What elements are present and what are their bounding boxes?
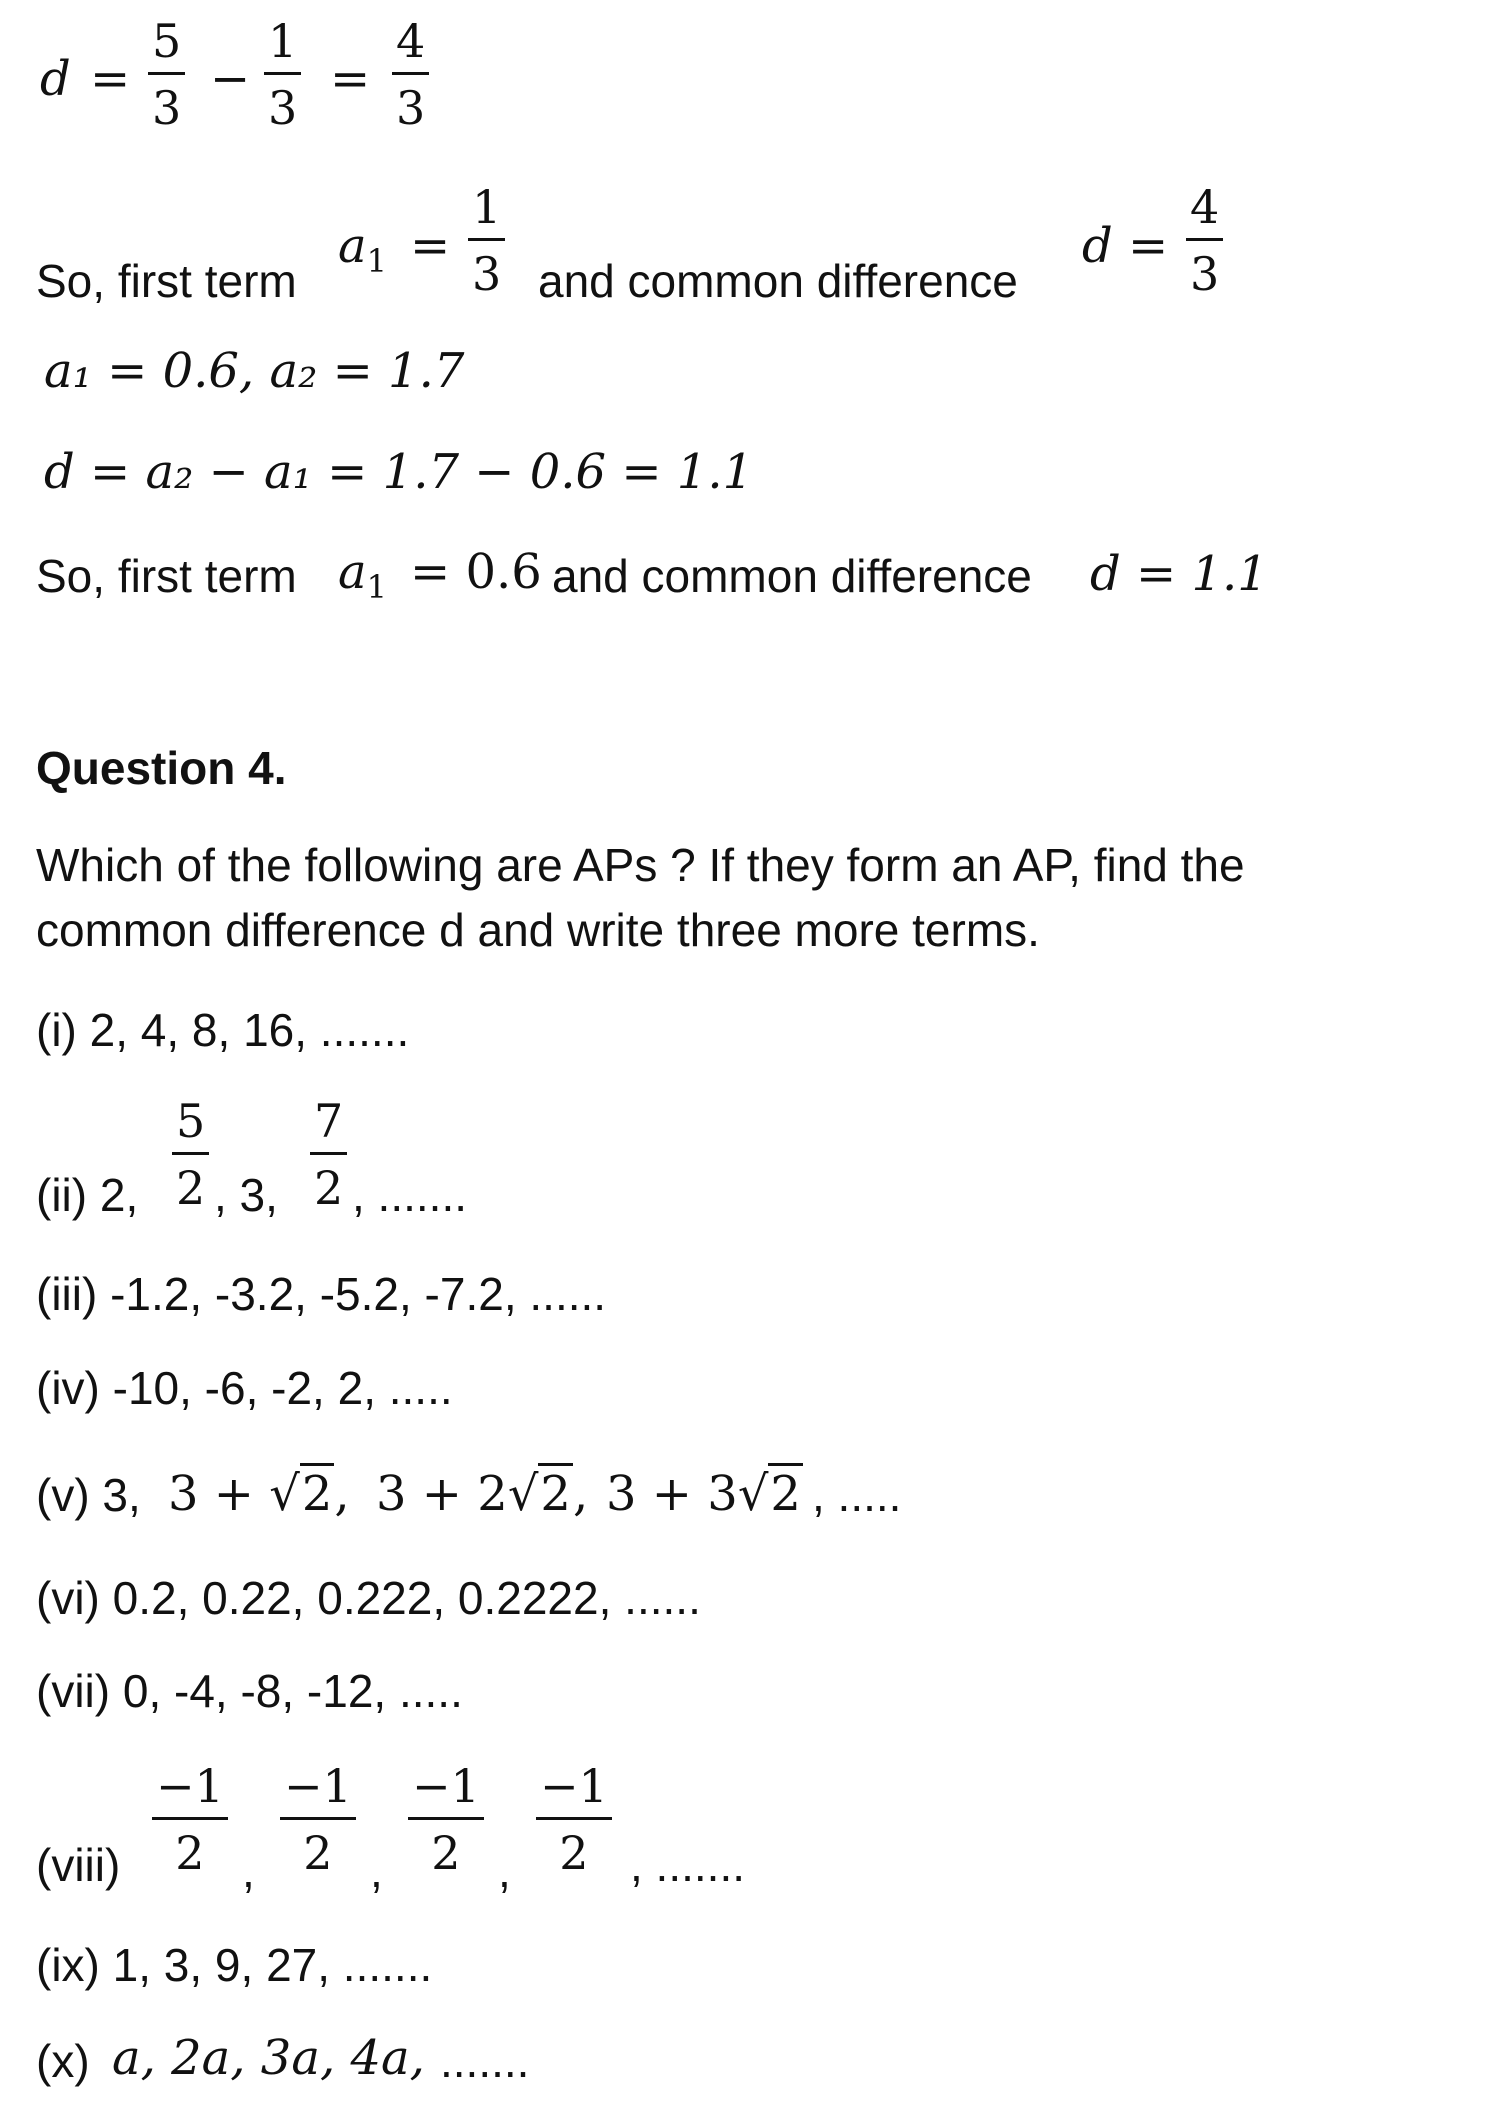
var-a1: $a_1$ [338, 544, 387, 606]
question-heading: Question 4. [36, 742, 287, 794]
var-d: d [1082, 218, 1113, 274]
fraction-5-2: 5 2 [172, 1098, 209, 1211]
fraction-neg1-2-d: −1 2 [536, 1763, 612, 1876]
item-v-end: , ..... [812, 1469, 902, 1521]
fraction-neg1-2-b: −1 2 [280, 1763, 356, 1876]
item-iv: (iv) -10, -6, -2, 2, ..... [36, 1362, 453, 1414]
item-i: (i) 2, 4, 8, 16, ....... [36, 1004, 410, 1056]
prefix-text: So, first term [36, 255, 297, 307]
item-iii: (iii) -1.2, -3.2, -5.2, -7.2, ...... [36, 1268, 607, 1320]
fraction-5-3: 5 3 [148, 18, 185, 131]
equation-a1-a2: a₁ = 0.6, a₂ = 1.7 [44, 343, 465, 399]
item-x-label: (x) [36, 2035, 90, 2087]
term-4: 3 + 3√2 [606, 1470, 803, 1518]
equals-sign-2: = [1128, 218, 1169, 274]
equals-sign-2: = [330, 51, 371, 107]
item-ii-label: (ii) 2, [36, 1169, 139, 1221]
equals-sign: = [410, 218, 451, 274]
item-ii-end: , ....... [352, 1169, 468, 1221]
fraction-1-3: 1 3 [264, 18, 301, 131]
fraction-neg1-2-a: −1 2 [152, 1763, 228, 1876]
item-ii-mid: , 3, [214, 1169, 278, 1221]
term-3: 3 + 2√2, [376, 1470, 588, 1518]
equals-value: = 0.6 [410, 544, 542, 600]
fraction-neg1-2-c: −1 2 [408, 1763, 484, 1876]
question-text-line-1: Which of the following are APs ? If they form an AP, find the [36, 839, 1245, 891]
equation-d-difference: d = a₂ − a₁ = 1.7 − 0.6 = 1.1 [44, 444, 754, 500]
mid-text: and common difference [538, 255, 1018, 307]
prefix-text: So, first term [36, 550, 297, 602]
fraction-4-3: 4 3 [392, 18, 429, 131]
item-ix: (ix) 1, 3, 9, 27, ....... [36, 1939, 433, 1991]
item-vii: (vii) 0, -4, -8, -12, ..... [36, 1665, 463, 1717]
fraction-7-2: 7 2 [310, 1098, 347, 1211]
item-v-label: (v) 3, [36, 1469, 141, 1521]
item-vi: (vi) 0.2, 0.22, 0.222, 0.2222, ...... [36, 1572, 701, 1624]
minus-sign: − [210, 51, 251, 107]
item-x-terms: a, 2a, 3a, 4a, [112, 2030, 425, 2086]
item-x-end: ....... [440, 2035, 530, 2087]
var-d: d [40, 51, 71, 107]
mid-text: and common difference [552, 550, 1032, 602]
question-text-line-2: common difference d and write three more terms. [36, 904, 1040, 956]
term-2: 3 + √2, [168, 1470, 350, 1518]
item-viii-end: , ....... [630, 1839, 746, 1891]
var-a1: $a_1$ [338, 218, 387, 280]
d-value: d = 1.1 [1090, 546, 1268, 602]
fraction-4-3: 4 3 [1186, 184, 1223, 297]
item-viii-label: (viii) [36, 1839, 121, 1891]
fraction-1-3: 1 3 [468, 184, 505, 297]
equals-sign: = [90, 51, 131, 107]
